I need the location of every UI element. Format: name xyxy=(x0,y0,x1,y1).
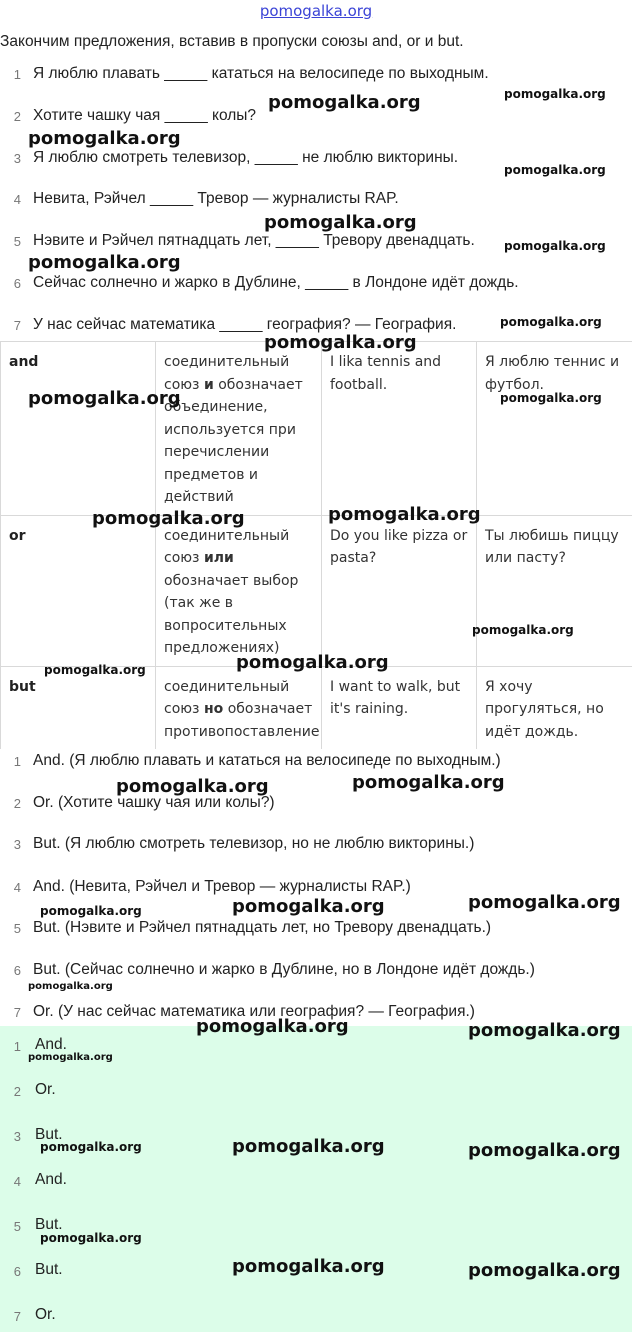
watermark: pomogalka.org xyxy=(468,1140,621,1161)
question-text: У нас сейчас математика _____ география? — География. xyxy=(33,316,457,333)
answer-text: Or. xyxy=(35,1081,56,1098)
answer-number: 7 xyxy=(13,1309,21,1324)
table-row xyxy=(1,342,632,516)
answer-number: 3 xyxy=(13,1129,21,1144)
description-bold: и xyxy=(203,376,214,393)
example-en-cell: I want to walk, but it's raining. xyxy=(322,666,477,749)
description-cell: соединительный союз или обозначает выбор (так же в вопросительных предложениях) xyxy=(156,515,322,666)
answer-text: And. (Я люблю плавать и кататься на велосипеде по выходным.) xyxy=(33,752,501,769)
watermark: pomogalka.org xyxy=(468,1260,621,1281)
short-answers-panel xyxy=(0,1026,632,1332)
answer-number: 6 xyxy=(13,1264,21,1279)
question-text: Сейчас солнечно и жарко в Дублине, _____ в Лондоне идёт дождь. xyxy=(33,274,519,291)
question-number: 2 xyxy=(13,109,21,124)
question-text: Хотите чашку чая _____ колы? xyxy=(33,107,257,124)
answer-text: But. (Я люблю смотреть телевизор, но не люблю викторины.) xyxy=(33,835,475,852)
answer-text: Or. (Хотите чашку чая или колы?) xyxy=(33,794,275,811)
watermark: pomogalka.org xyxy=(236,652,389,673)
answer-text: But. (Сейчас солнечно и жарко в Дублине, но в Лондоне идёт дождь.) xyxy=(33,961,535,978)
watermark: pomogalka.org xyxy=(264,212,417,233)
question-text: Невита, Рэйчел _____ Тревор — журналисты RAP. xyxy=(33,190,399,207)
watermark: pomogalka.org xyxy=(28,1052,113,1063)
watermark: pomogalka.org xyxy=(28,252,181,273)
watermark: pomogalka.org xyxy=(28,981,113,992)
answer-number: 4 xyxy=(13,880,21,895)
answer-text: But. xyxy=(35,1126,63,1143)
answer-text: And. xyxy=(35,1171,67,1188)
conjunction-cell: or xyxy=(1,515,156,666)
watermark: pomogalka.org xyxy=(196,1016,349,1037)
answer-text: And. xyxy=(35,1036,67,1053)
watermark: pomogalka.org xyxy=(40,904,142,918)
description-cell: соединительный союз но обозначает противопоставление xyxy=(156,666,322,749)
watermark: pomogalka.org xyxy=(504,87,606,101)
watermark: pomogalka.org xyxy=(28,128,181,149)
watermark: pomogalka.org xyxy=(504,239,606,253)
answer-number: 7 xyxy=(13,1005,21,1020)
task-title: Закончим предложения, вставив в пропуски союзы and, or и but. xyxy=(0,33,464,50)
watermark: pomogalka.org xyxy=(468,1020,621,1041)
description-bold: но xyxy=(203,701,224,717)
example-ru-cell: Я люблю теннис и футбол. xyxy=(477,342,632,516)
watermark: pomogalka.org xyxy=(268,92,421,113)
watermark: pomogalka.org xyxy=(472,623,574,637)
answer-text: But. (Нэвите и Рэйчел пятнадцать лет, но Тревору двенадцать.) xyxy=(33,919,492,936)
watermark: pomogalka.org xyxy=(232,1256,385,1277)
question-text: Нэвите и Рэйчел пятнадцать лет, _____ Тревору двенадцать. xyxy=(33,232,475,249)
watermark: pomogalka.org xyxy=(92,508,245,529)
answer-number: 6 xyxy=(13,963,21,978)
answer-text: But. xyxy=(35,1216,63,1233)
watermark: pomogalka.org xyxy=(328,504,481,525)
question-text: Я люблю смотреть телевизор, _____ не люблю викторины. xyxy=(33,149,459,166)
description-bold: или xyxy=(203,550,234,566)
watermark: pomogalka.org xyxy=(264,332,417,353)
answer-number: 2 xyxy=(13,1084,21,1099)
answer-text: Or. (У нас сейчас математика или география? — География.) xyxy=(33,1003,475,1020)
question-number: 1 xyxy=(13,67,21,82)
question-number: 7 xyxy=(13,318,21,333)
answer-number: 1 xyxy=(13,754,21,769)
question-number: 6 xyxy=(13,276,21,291)
answer-text: And. (Невита, Рэйчел и Тревор — журналисты RAP.) xyxy=(33,878,411,895)
site-link[interactable]: pomogalka.org xyxy=(259,2,373,20)
question-number: 3 xyxy=(13,151,21,166)
answer-number: 4 xyxy=(13,1174,21,1189)
description-cell: соединительный союз и обозначает объединение, используется при перечислении предметов и действий xyxy=(156,342,322,516)
watermark: pomogalka.org xyxy=(352,772,505,793)
watermark: pomogalka.org xyxy=(116,776,269,797)
question-text: Я люблю плавать _____ кататься на велосипеде по выходным. xyxy=(33,65,489,82)
watermark: pomogalka.org xyxy=(232,1136,385,1157)
watermark: pomogalka.org xyxy=(40,1140,142,1154)
watermark: pomogalka.org xyxy=(28,388,181,409)
answer-number: 2 xyxy=(13,796,21,811)
question-number: 5 xyxy=(13,234,21,249)
answer-text: But. xyxy=(35,1261,63,1278)
conjunction-cell: but xyxy=(1,666,156,749)
watermark: pomogalka.org xyxy=(500,315,602,329)
table-row xyxy=(1,515,632,666)
example-en-cell: I lika tennis and football. xyxy=(322,342,477,516)
watermark: pomogalka.org xyxy=(40,1231,142,1245)
table-row xyxy=(1,666,632,749)
watermark: pomogalka.org xyxy=(232,896,385,917)
conjunction-cell: and xyxy=(1,342,156,516)
example-en-cell: Do you like pizza or pasta? xyxy=(322,515,477,666)
watermark: pomogalka.org xyxy=(500,391,602,405)
answer-text: Or. xyxy=(35,1306,56,1323)
watermark: pomogalka.org xyxy=(44,663,146,677)
watermark: pomogalka.org xyxy=(504,163,606,177)
answer-number: 5 xyxy=(13,1219,21,1234)
watermark: pomogalka.org xyxy=(468,892,621,913)
question-number: 4 xyxy=(13,192,21,207)
answer-number: 3 xyxy=(13,837,21,852)
answer-number: 5 xyxy=(13,921,21,936)
example-ru-cell: Я хочу прогуляться, но идёт дождь. xyxy=(477,666,632,749)
answer-number: 1 xyxy=(13,1039,21,1054)
example-ru-cell: Ты любишь пиццу или пасту? xyxy=(477,515,632,666)
